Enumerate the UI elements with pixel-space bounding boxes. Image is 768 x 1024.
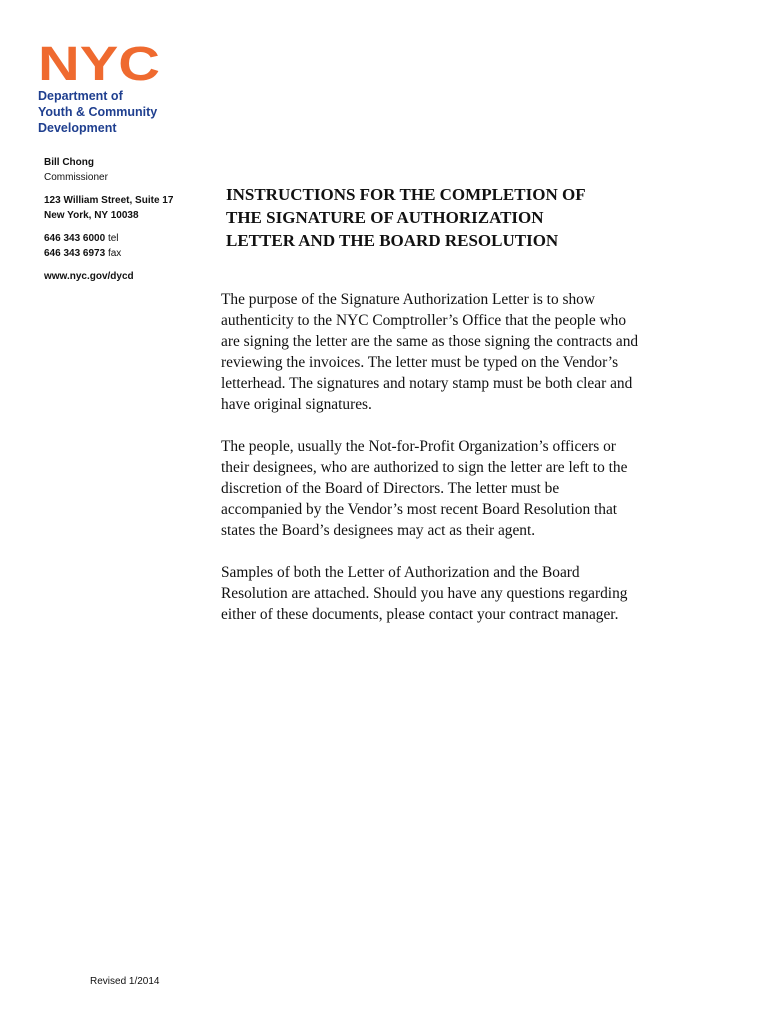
website-link[interactable]: www.nyc.gov/dycd bbox=[44, 271, 134, 282]
contact-sidebar bbox=[44, 155, 194, 292]
nyc-dycd-logo bbox=[38, 40, 178, 136]
body-paragraph-2: The people, usually the Not-for-Profit Organization’s officers or their designees, who are authorized to sign the letter are left to the discretion of the Board of Directors. The letter must be accompanied by the Vendor’s most recent Board Resolution that states the Board’s designees may act as their agent. bbox=[221, 438, 628, 539]
dept-line: Youth & Community bbox=[38, 105, 158, 119]
fax-number: 646 343 6973 bbox=[44, 248, 106, 259]
address-block bbox=[44, 193, 194, 223]
phone-block bbox=[44, 231, 194, 261]
address-line-2: New York, NY 10038 bbox=[44, 210, 139, 221]
phone-number: 646 343 6000 bbox=[44, 233, 106, 244]
fax-label: fax bbox=[107, 248, 122, 259]
nyc-logo-mark bbox=[38, 40, 162, 84]
dept-line: Development bbox=[38, 121, 117, 135]
body-paragraph-1: The purpose of the Signature Authorization Letter is to show authenticity to the NYC Comptroller’s Office that the people who are signing the letter are the same as those signing the contracts and reviewing the invoices. The letter must be typed on the Vendor’s letterhead. The signatures and notary stamp must be both clear and have original signatures. bbox=[221, 291, 639, 413]
heading-line-1: INSTRUCTIONS FOR THE COMPLETION OF bbox=[226, 185, 586, 204]
document-body bbox=[221, 289, 641, 646]
commissioner-name: Bill Chong bbox=[44, 157, 94, 168]
nyc-logo-text: NYC bbox=[38, 40, 160, 84]
commissioner-title: Commissioner bbox=[44, 172, 108, 183]
website-block bbox=[44, 269, 194, 284]
commissioner-block bbox=[44, 155, 194, 185]
heading-line-3: LETTER AND THE BOARD RESOLUTION bbox=[226, 231, 559, 250]
document-heading bbox=[226, 183, 646, 252]
address-line-1: 123 William Street, Suite 17 bbox=[44, 195, 174, 206]
dept-line: Department of bbox=[38, 89, 123, 103]
fax-line bbox=[44, 246, 194, 261]
body-paragraph-3: Samples of both the Letter of Authorization and the Board Resolution are attached. Should you have any questions regarding either of these documents, please contact your contract manager. bbox=[221, 564, 628, 623]
revised-date: Revised 1/2014 bbox=[90, 976, 160, 987]
phone-label: tel bbox=[107, 233, 119, 244]
heading-line-2: THE SIGNATURE OF AUTHORIZATION bbox=[226, 208, 544, 227]
department-name bbox=[38, 88, 178, 136]
phone-line bbox=[44, 231, 194, 246]
